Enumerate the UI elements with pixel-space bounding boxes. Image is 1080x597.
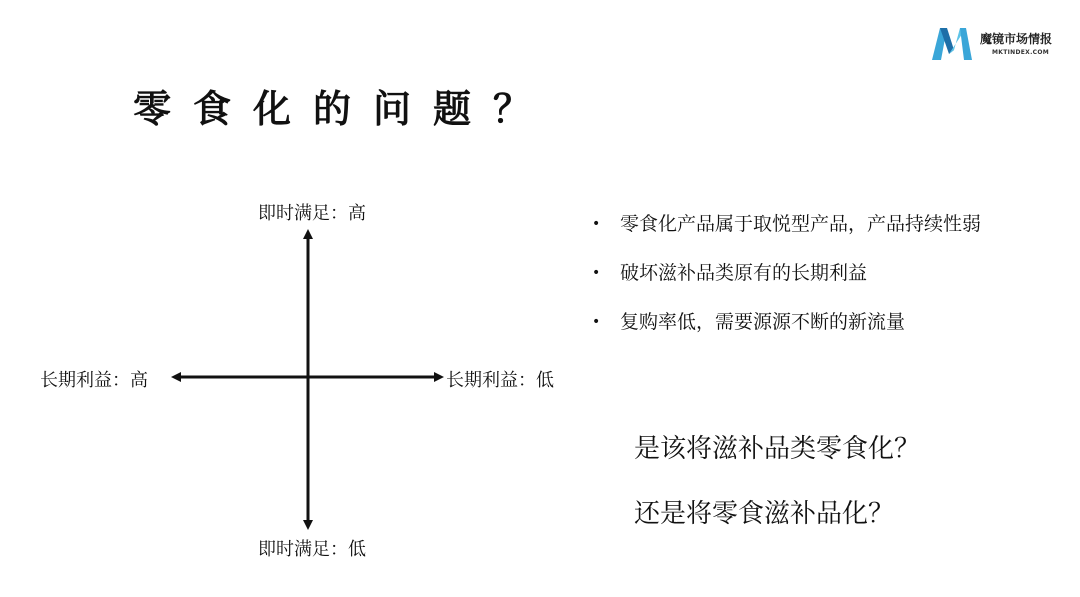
brand-site: MKTINDEX.COM [992, 49, 1050, 56]
list-item [592, 310, 981, 334]
list-item [592, 261, 981, 285]
axis-label-left: 长期利益：高 [40, 370, 148, 391]
question-1: 是该将滋补品类零食化？ [634, 434, 921, 464]
page-title: 零食化的问题？ [133, 87, 554, 131]
axis-label-right: 长期利益：低 [446, 370, 554, 391]
list-item-text: 复购率低，需要源源不断的新流量 [620, 311, 906, 333]
bullet-icon: • [592, 216, 601, 232]
axis-label-top: 即时满足：高 [258, 203, 366, 224]
list-item-text: 破坏滋补品类原有的长期利益 [620, 262, 868, 284]
list-item [592, 212, 981, 236]
question-2: 还是将零食滋补品化？ [634, 499, 895, 529]
bullet-icon: • [592, 314, 601, 330]
axis-label-bottom: 即时满足：低 [258, 539, 366, 560]
bullet-icon: • [592, 265, 601, 281]
list-item-text: 零食化产品属于取悦型产品，产品持续性弱 [620, 213, 982, 235]
problem-list [592, 212, 981, 359]
brand-name: 魔镜市场情报 [980, 32, 1053, 46]
